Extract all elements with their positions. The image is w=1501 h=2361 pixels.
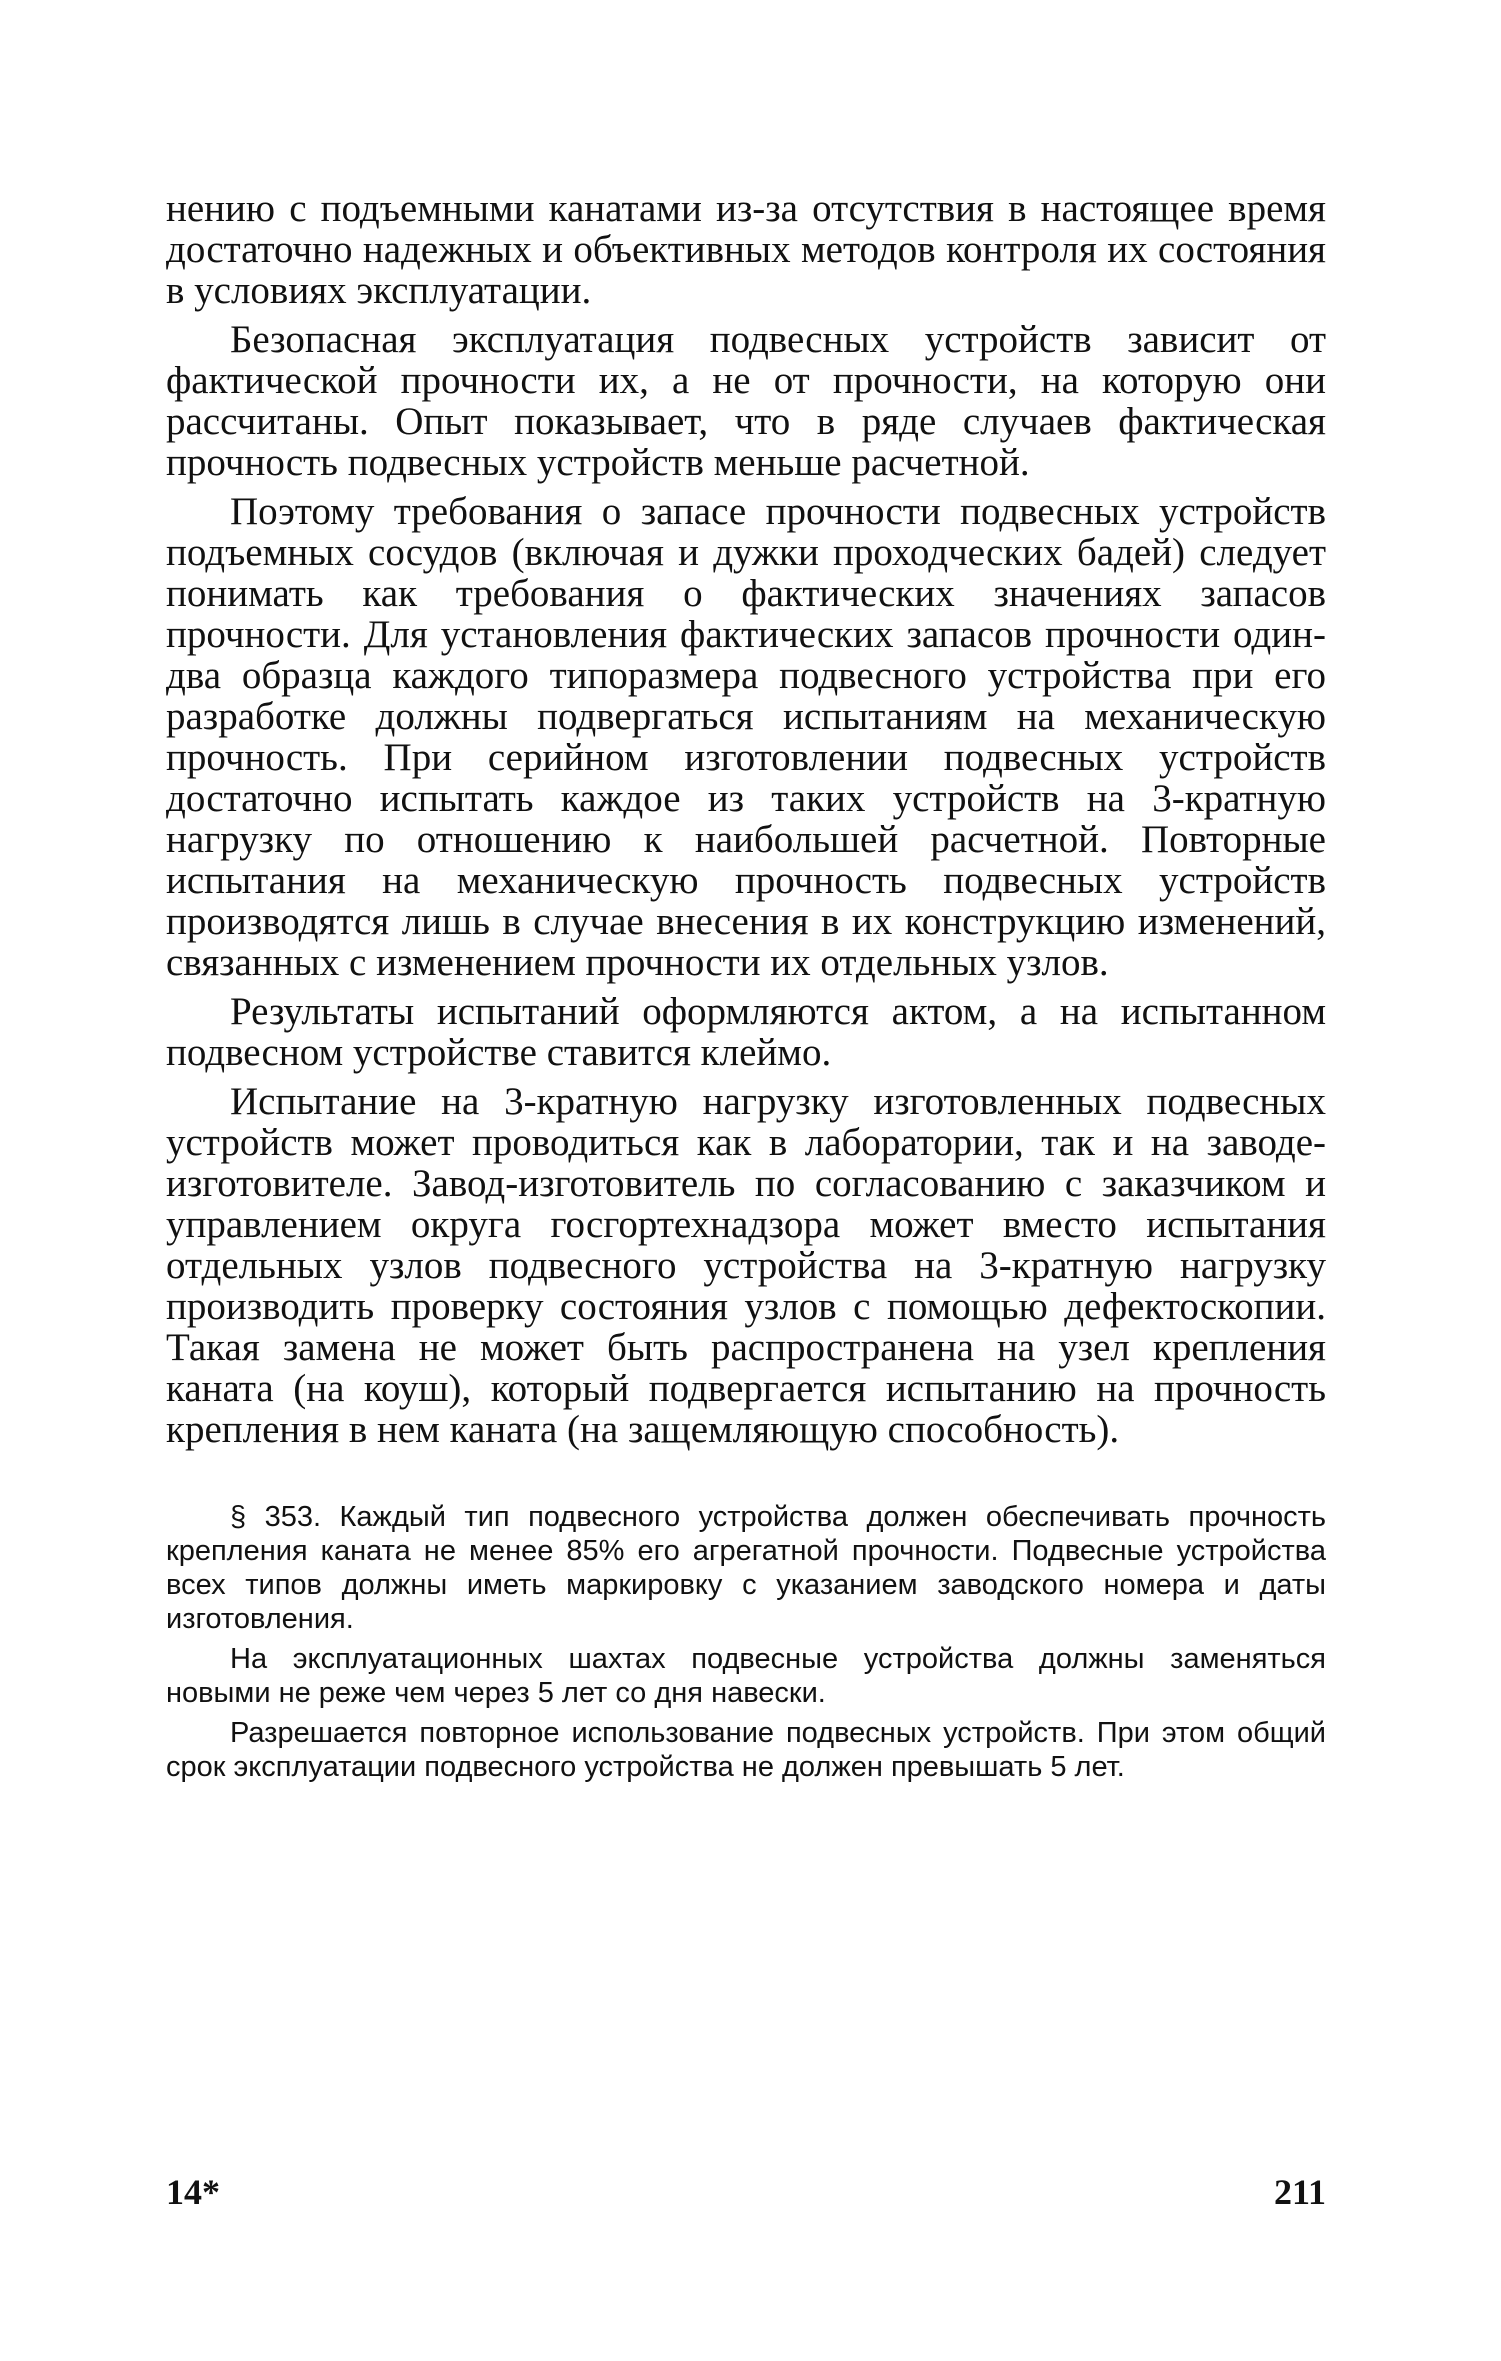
rule-paragraph-replacement: На эксплуатационных шахтах подвесные устройства должны заменяться новыми не реже чем через 5 лет со дня навески. [166, 1643, 1326, 1709]
page-body [166, 188, 1326, 1790]
commentary-text [166, 188, 1326, 1450]
signature-mark: 14* [166, 2172, 220, 2212]
paragraph-load-testing: Испытание на 3-кратную нагрузку изготовленных подвесных устройств может проводиться как в лаборатории, так и на заводе-изготовителе. Завод-изготовитель по согласованию с заказчиком и управлением округа госгортехнадзора может вместо испытания отдельных узлов подвесного устройства на 3-кратную нагрузку производить проверку состояния узлов с помощью дефектоскопии. Такая замена не может быть распространена на узел крепления каната (на коуш), который подвергается испытанию на прочность крепления в нем каната (на защемляющую способность). [166, 1080, 1326, 1451]
paragraph-safe-operation: Безопасная эксплуатация подвесных устройств зависит от фактической прочности их, а не от прочности, на которую они рассчитаны. Опыт показывает, что в ряде случаев фактическая прочность подвесных устройств меньше расчетной. [166, 318, 1326, 484]
paragraph-strength-requirements: Поэтому требования о запасе прочности подвесных устройств подъемных сосудов (включая и дужки проходческих бадей) следует понимать как требования о фактических значениях запасов прочности. Для установления фактических запасов прочности один-два образца каждого типоразмера подвесного устройства при его разработке должны подвергаться испытаниям на механическую прочность. При серийном изготовлении подвесных устройств достаточно испытать каждое из таких устройств на 3-кратную нагрузку по отношению к наибольшей расчетной. Повторные испытания на механическую прочность подвесных устройств производятся лишь в случае внесения в их конструкцию изменений, связанных с изменением прочности их отдельных узлов. [166, 490, 1326, 984]
page-number: 211 [1273, 2172, 1326, 2212]
paragraph-test-results: Результаты испытаний оформляются актом, а на испытанном подвесном устройстве ставится клеймо. [166, 990, 1326, 1074]
paragraph-continuation: нению с подъемными канатами из-за отсутствия в настоящее время достаточно надежных и объективных методов контроля их состояния в условиях эксплуатации. [166, 187, 1326, 312]
rule-paragraph-reuse: Разрешается повторное использование подвесных устройств. При этом общий срок эксплуатации подвесного устройства не должен превышать 5 лет. [166, 1717, 1326, 1783]
rule-paragraph-353: § 353. Каждый тип подвесного устройства должен обеспечивать прочность крепления каната не менее 85% его агрегатной прочности. Подвесные устройства всех типов должны иметь маркировку с указанием заводского номера и даты изготовления. [166, 1501, 1326, 1635]
rule-section-353 [166, 1500, 1326, 1784]
